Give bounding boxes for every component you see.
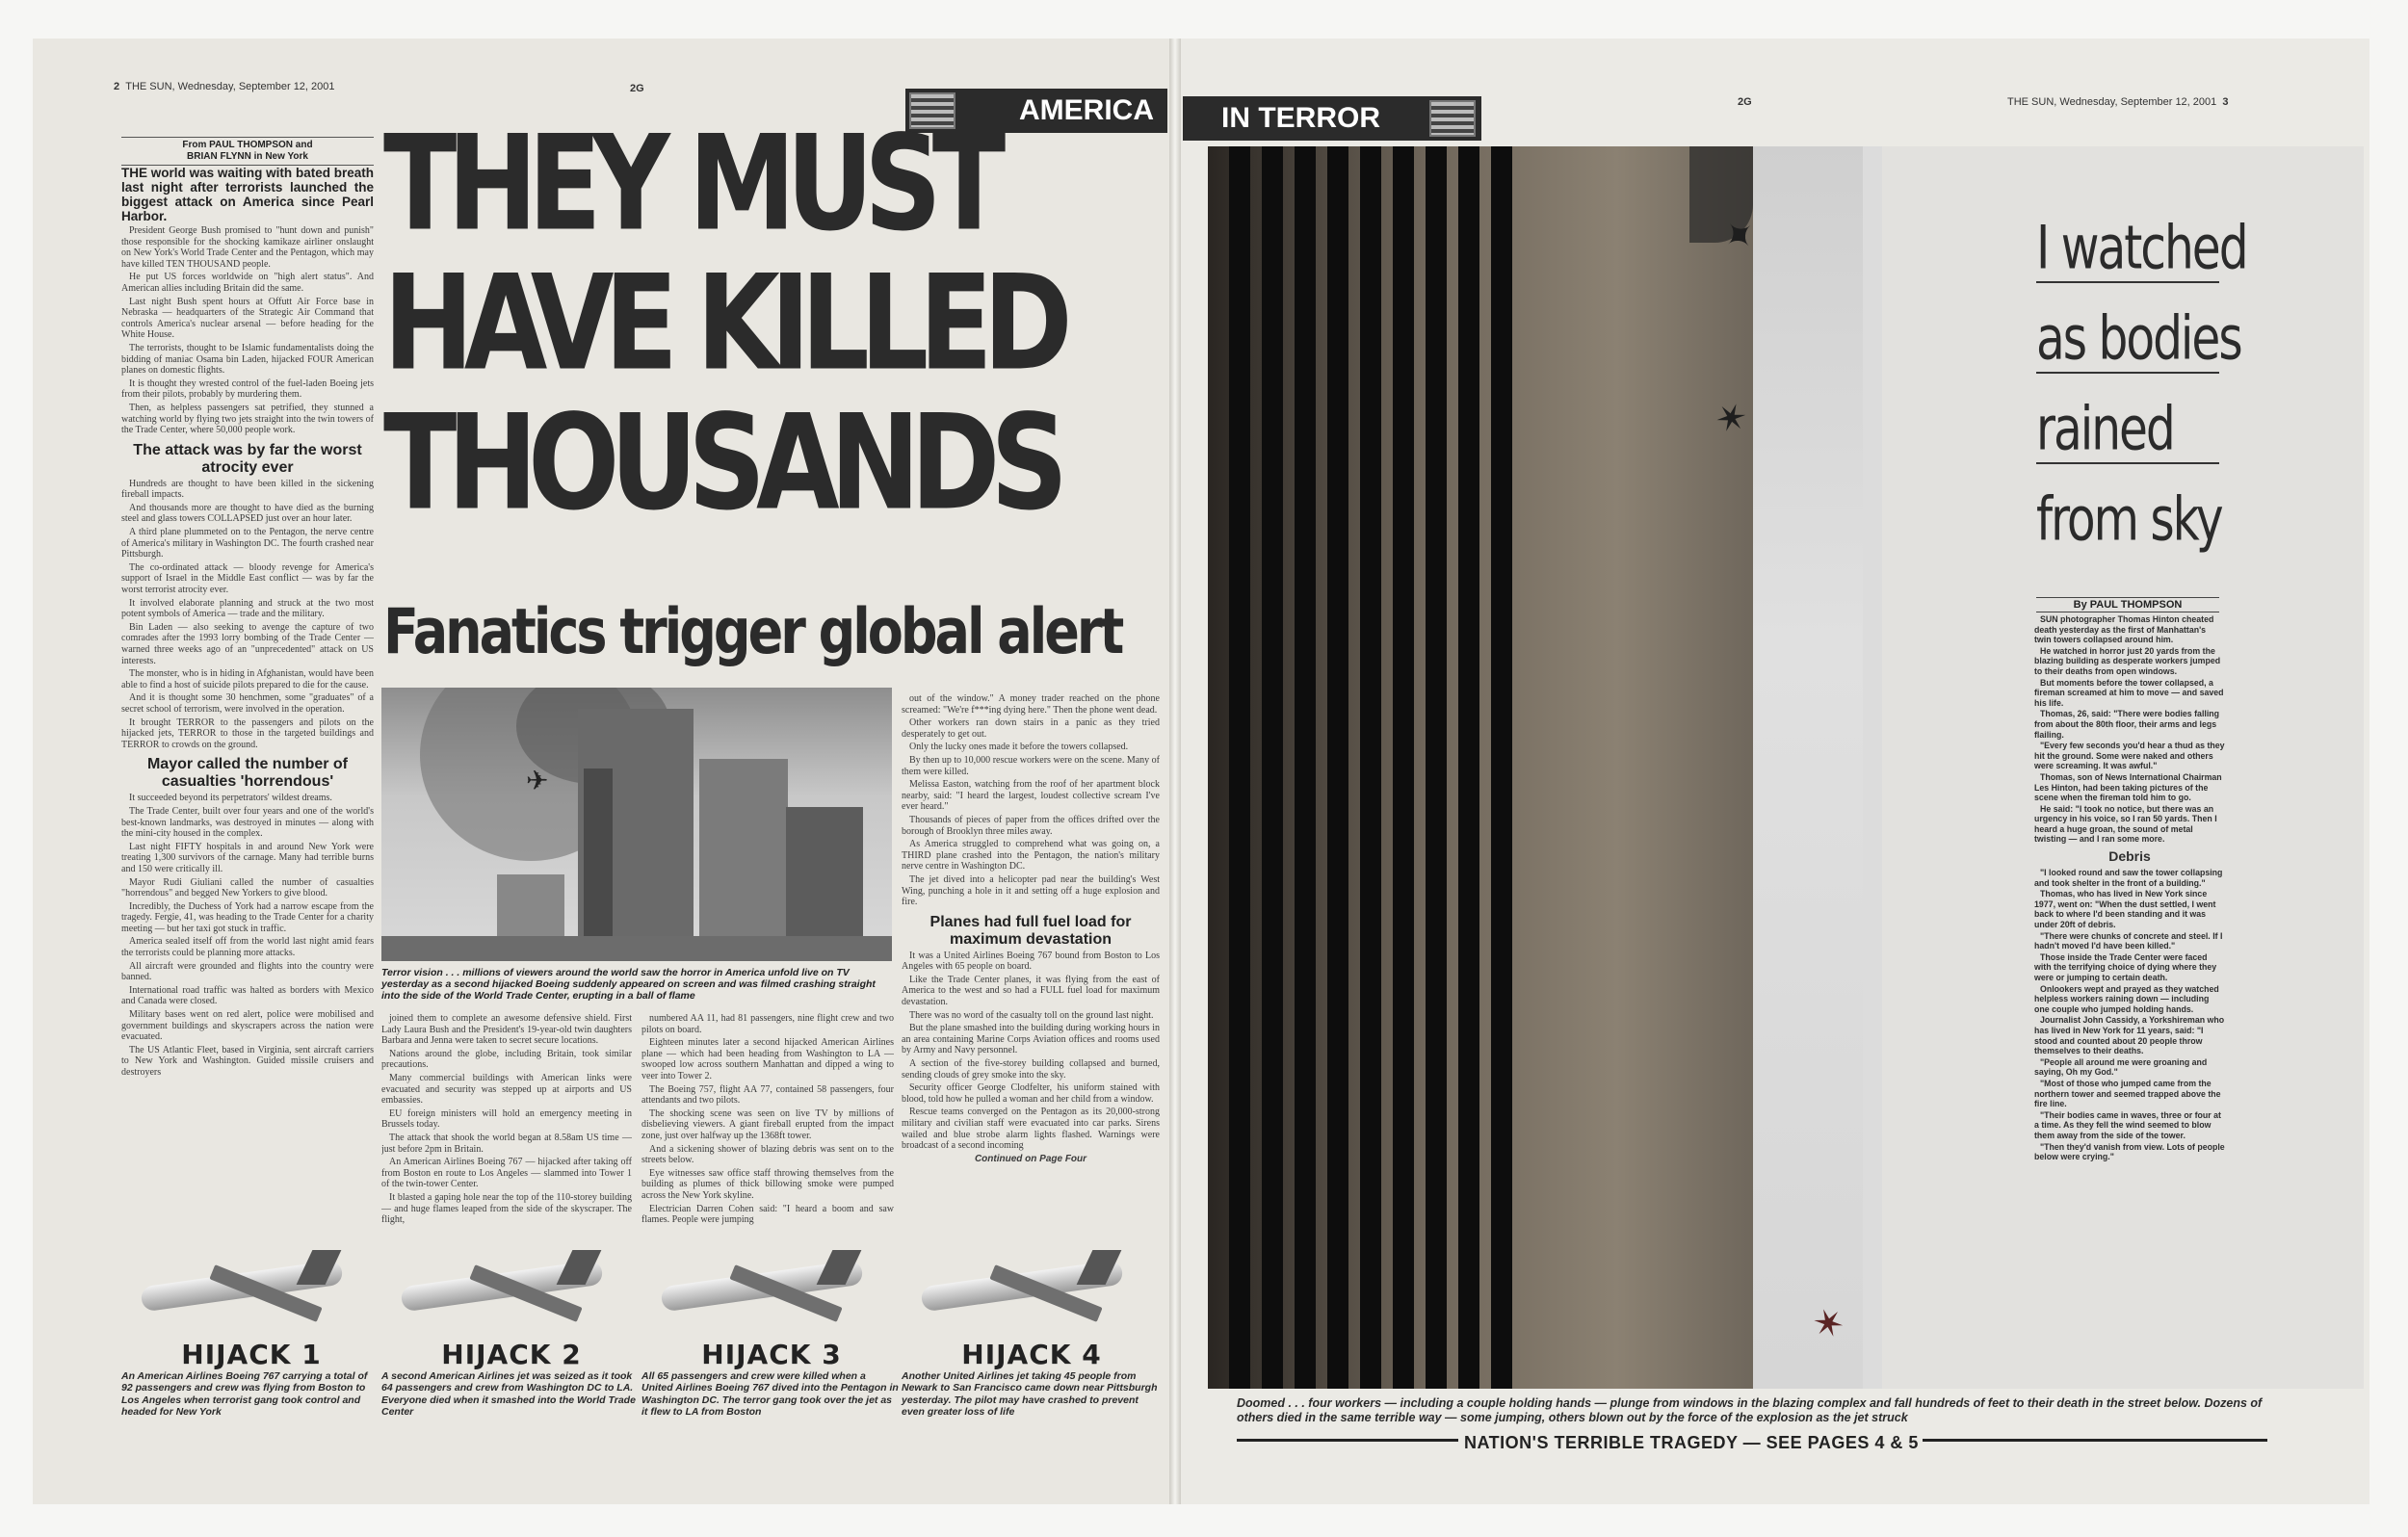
falling-figure: ✦ <box>1714 209 1767 263</box>
article-subhead: Debris <box>2108 848 2151 865</box>
article-paragraph: Like the Trade Center planes, it was flying from the east of America to the west and so had a FULL fuel load for maximum devastation. <box>902 974 1160 1008</box>
article-paragraph: Those inside the Trade Center were faced with the terrifying choice of dying where they were or jumping to certain death. <box>2034 951 2217 982</box>
article-paragraph: It blasted a gaping hole near the top of the 110-storey building — and huge flames leaped from the side of the skyscraper. The flight, <box>381 1191 632 1226</box>
us-flag-icon <box>1429 100 1476 137</box>
right-byline: By PAUL THOMPSON <box>2036 597 2219 612</box>
article-paragraph: Rescue teams converged on the Pentagon as its 20,000-strong military and civilian staff were evacuated into car parks. Sirens wailed and blue strobe alarm lights flashed. Warnings were broadcast of a second incoming <box>902 1107 1160 1152</box>
facade-column <box>1262 146 1283 1389</box>
article-column-2 <box>381 1013 632 1231</box>
article-paragraph: Last night Bush spent hours at Offutt Air Force base in Nebraska — headquarters of the Strategic Air Command that controls America's nuclear arsenal — before heading for the White House. <box>121 296 374 341</box>
article-paragraph: But the plane smashed into the building during working hours in an area containing Marine Corps Aviation offices and rooms used by Army and Navy personnel. <box>902 1023 1160 1056</box>
hijack-2-text: A second American Airlines jet was seized as it took 64 passengers and crew from Washington DC to LA. Everyone died when it smashed into the World Trade Center <box>381 1370 636 1419</box>
airliner-icon <box>902 1233 1152 1337</box>
right-edition: 2G <box>1738 96 1752 108</box>
article-paragraph: The Trade Center, built over four years and one of the world's best-known landmarks, was destroyed in minutes — along with the mini-city housed in the complex. <box>121 805 374 840</box>
airliner-icon <box>381 1233 632 1337</box>
pull-quote <box>2036 212 2247 555</box>
article-paragraph: The US Atlantic Fleet, based in Virginia, sent aircraft carriers to New York and Washington. Guided missile cruisers and destroyers <box>121 1044 374 1078</box>
facade-column <box>1426 146 1447 1389</box>
right-folio-text: THE SUN, Wednesday, September 12, 2001 <box>2007 96 2217 108</box>
headline-line-3: THOUSANDS <box>383 386 1059 540</box>
article-paragraph: It involved elaborate planning and struck at the two most potent symbols of America — trade and the military. <box>121 597 374 620</box>
article-paragraph: THE world was waiting with bated breath last night after terrorists launched the biggest attack on America since Pearl Harbor. <box>121 166 374 223</box>
article-paragraph: The attack that shook the world began at 8.58am US time — just before 2pm in Britain. <box>381 1132 632 1155</box>
hijack-3 <box>641 1233 902 1377</box>
article-paragraph: numbered AA 11, had 81 passengers, nine flight crew and two pilots on board. <box>641 1013 894 1035</box>
left-photo-caption: Terror vision . . . millions of viewers around the world saw the horror in America unfold live on TV yesterday as a second hijacked Boeing suddenly appeared on screen and was filmed crashing straight into the side of the World Trade Center, erupting in a ball of flame <box>381 967 876 1002</box>
second-plane-photo <box>381 688 892 961</box>
banner-in-terror <box>1183 96 1481 141</box>
airliner-icon: ✈ <box>526 766 549 795</box>
article-paragraph: Eye witnesses saw office staff throwing themselves from the building as plumes of thick billowing smoke were pumped across the New York skyline. <box>641 1167 894 1201</box>
hijack-3-text: All 65 passengers and crew were killed when a United Airlines Boeing 767 dived into the Pentagon in Washington DC. The terror gang took over the jet as it flew to LA from Boston <box>641 1370 899 1419</box>
article-paragraph: All aircraft were grounded and flights into the country were banned. <box>121 960 374 983</box>
article-paragraph: It is thought they wrested control of the fuel-laden Boeing jets from their pilots, probably by murdering them. <box>121 378 374 401</box>
airliner-icon <box>121 1233 372 1337</box>
article-paragraph: By then up to 10,000 rescue workers were on the scene. Many of them were killed. <box>902 754 1160 777</box>
article-paragraph: He said: "I took no notice, but there was an urgency in his voice, so I ran 50 yards. Then I heard a huge groan, the sound of metal twisting — and I ran some more. <box>2034 803 2217 845</box>
byline-line-1: From PAUL THOMPSON and <box>182 140 313 150</box>
falling-workers-photo <box>1208 146 1753 1389</box>
hijack-1-title: HIJACK 1 <box>181 1339 322 1370</box>
article-paragraph: out of the window." A money trader reached on the phone screamed: "We're f***ing dying here." Then the phone went dead. <box>902 693 1160 716</box>
article-paragraph: "Then they'd vanish from view. Lots of people below were crying." <box>2034 1141 2225 1162</box>
article-paragraph: He put US forces worldwide on "high alert status". And American allies including Britain did the same. <box>121 272 374 294</box>
article-paragraph: A third plane plummeted on to the Pentagon, the nerve centre of America's military in Washington DC. The fourth crashed near Pittsburgh. <box>121 527 374 560</box>
article-paragraph: Last night FIFTY hospitals in and around New York were treating 1,300 survivors of the carnage. Many had terrible burns and 150 were critically ill. <box>121 841 374 874</box>
facade-column <box>1327 146 1348 1389</box>
article-subhead: Mayor called the number of casualties 'horrendous' <box>146 756 349 791</box>
article-paragraph: Thomas, who has lived in New York since 1977, went on: "When the dust settled, I went back to where I'd been standing and it was under 20ft of debris. <box>2034 889 2216 930</box>
article-paragraph: Thomas, son of News International Chairman Les Hinton, had been taking pictures of the scene when the fireman told him to go. <box>2034 771 2222 803</box>
article-paragraph: "People all around me were groaning and saying, Oh my God." <box>2034 1056 2208 1078</box>
article-paragraph: Thomas, 26, said: "There were bodies falling from about the 80th floor, their arms and legs flailing. <box>2034 709 2220 740</box>
left-folio <box>114 81 335 92</box>
article-paragraph: And thousands more are thought to have died as the burning steel and glass towers COLLAPSED just over an hour later. <box>121 502 374 525</box>
article-paragraph: Security officer George Clodfelter, his uniform stained with blood, told how he pulled a woman and her child from a window. <box>902 1082 1160 1105</box>
article-paragraph: "I looked round and saw the tower collapsing and took shelter in the front of a building." <box>2034 868 2223 888</box>
facade-column <box>1295 146 1316 1389</box>
hijack-1 <box>121 1233 381 1377</box>
article-paragraph: And it is thought some 30 henchmen, some "graduates" of a secret school of terrorism, were involved in the operation. <box>121 692 374 715</box>
hijack-4-title: HIJACK 4 <box>961 1339 1102 1370</box>
article-paragraph: But moments before the tower collapsed, a fireman screamed at him to move — and saved his life. <box>2034 677 2224 708</box>
article-paragraph: America sealed itself off from the world last night amid fears the terrorists could be planning more attacks. <box>121 936 374 959</box>
article-subhead: The attack was by far the worst atrocity ever <box>133 441 362 476</box>
quote-line-1: I watched <box>2036 212 2247 283</box>
hijack-2-title: HIJACK 2 <box>441 1339 582 1370</box>
article-paragraph: Military bases went on red alert, police were mobilised and government buildings and skyscrapers across the nation were evacuated. <box>121 1009 374 1043</box>
hijack-1-text: An American Airlines Boeing 767 carrying a total of 92 passengers and crew was flying from Boston to Los Angeles when terrorist gang took control and headed for New York <box>121 1370 368 1419</box>
right-page-number: 3 <box>2222 96 2229 108</box>
hijack-2 <box>381 1233 641 1377</box>
article-paragraph: Electrician Darren Cohen said: "I heard a boom and saw flames. People were jumping <box>641 1203 894 1226</box>
facade-column <box>1393 146 1414 1389</box>
article-paragraph: International road traffic was halted as borders with Mexico and Canada were closed. <box>121 984 374 1007</box>
article-paragraph: Many commercial buildings with American links were evacuated and security was stepped up at airports and US embassies. <box>381 1072 632 1107</box>
article-paragraph: "Every few seconds you'd hear a thud as they hit the ground. Some were naked and others were screaming. It was awful." <box>2034 741 2225 771</box>
article-column-1 <box>121 166 374 1233</box>
quote-line-2: as bodies <box>2036 302 2241 374</box>
falling-figure: ✶ <box>1806 1298 1852 1350</box>
article-paragraph: An American Airlines Boeing 767 — hijacked after taking off from Boston en route to Los Angeles — slammed into Tower 1 of the twin-tower Center. <box>381 1157 632 1190</box>
right-photo-caption: Doomed . . . four workers — including a couple holding hands — plunge from windows in the blazing complex and fall hundreds of feet to their death in the street below. Dozens of others died in the same terrible way — some jumping, others blown out by the force of the explosion as the jet struck <box>1237 1396 2263 1424</box>
left-byline <box>121 135 374 168</box>
facade-column <box>1458 146 1479 1389</box>
airliner-icon <box>641 1233 892 1337</box>
article-paragraph: "Their bodies came in waves, three or four at a time. As they fell the wind seemed to blow them away from the side of the tower. <box>2034 1109 2221 1140</box>
quote-line-4: from sky <box>2036 483 2222 555</box>
article-paragraph: Thousands of pieces of paper from the offices drifted over the borough of Brooklyn three miles away. <box>902 814 1160 837</box>
article-paragraph: Melissa Easton, watching from the roof of her apartment block nearby, said: "I heard the largest, loudest collective scream I've ever heard." <box>902 779 1160 813</box>
hijack-3-title: HIJACK 3 <box>701 1339 842 1370</box>
quote-line-3: rained <box>2036 393 2174 464</box>
article-paragraph: Bin Laden — also seeking to avenge the capture of two comrades after the 1993 lorry bombing of the Trade Center — warned three weeks ago of an "unprecedented" attack on US interests. <box>121 621 374 666</box>
article-subhead: Planes had full fuel load for maximum devastation <box>929 913 1132 948</box>
headline-line-2: HAVE KILLED <box>383 247 1063 401</box>
right-article-column <box>2034 614 2225 1327</box>
sky-background <box>1708 146 1863 1389</box>
article-paragraph: "Most of those who jumped came from the northern tower and seemed trapped above the fire line. <box>2034 1078 2221 1109</box>
headline-line-1: THEY MUST <box>383 107 997 261</box>
spread-gutter <box>1169 39 1181 1504</box>
facade-column <box>1360 146 1381 1389</box>
article-paragraph: "There were chunks of concrete and steel. If I hadn't moved I'd have been killed." <box>2034 930 2223 951</box>
article-paragraph: Nations around the globe, including Britain, took similar precautions. <box>381 1048 632 1071</box>
hijack-4-text: Another United Airlines jet taking 45 people from Newark to San Francisco came down near Pittsburgh yesterday. The pilot may have crashed to prevent even greater loss of life <box>902 1370 1158 1419</box>
article-paragraph: Onlookers wept and prayed as they watched helpless workers raining down — including one couple who jumped holding hands. <box>2034 983 2219 1014</box>
article-paragraph: It brought TERROR to the passengers and pilots on the hijacked jets, TERROR to those in the targeted buildings and TERROR to crowds on the ground. <box>121 716 374 750</box>
article-paragraph: The jet dived into a helicopter pad near the building's West Wing, punching a hole in it and setting off a huge explosion and fire. <box>902 873 1160 908</box>
article-column-3 <box>641 1013 894 1231</box>
left-edition: 2G <box>630 83 644 94</box>
article-paragraph: The monster, who is in hiding in Afghanistan, would have been able to find a host of suicide pilots prepared to die for the cause. <box>121 668 374 690</box>
byline-line-2: BRIAN FLYNN in New York <box>187 151 308 162</box>
article-paragraph: It succeeded beyond its perpetrators' wildest dreams. <box>129 793 332 804</box>
article-paragraph: The Boeing 757, flight AA 77, contained 58 passengers, four attendants and two pilots. <box>641 1083 894 1107</box>
banner-in-terror-text: IN TERROR <box>1221 102 1380 134</box>
article-paragraph: joined them to complete an awesome defensive shield. First Lady Laura Bush and the President's 19-year-old twin daughters Barbara and Jenna were taken to secret secure locations. <box>381 1013 632 1047</box>
article-paragraph: Mayor Rudi Giuliani called the number of casualties "horrendous" and begged New Yorkers to give blood. <box>121 876 374 899</box>
article-paragraph: Incredibly, the Duchess of York had a narrow escape from the tragedy. Fergie, 41, was heading to the Trade Center for a charity meeting — but her taxi got stuck in traffic. <box>121 900 374 934</box>
right-folio <box>2007 96 2229 108</box>
article-paragraph: As America struggled to comprehend what was going on, a THIRD plane crashed into the Pentagon, the nation's military nerve centre in Washington DC. <box>902 839 1160 873</box>
hijack-4 <box>902 1233 1162 1377</box>
article-paragraph: The shocking scene was seen on live TV by millions of disbelieving viewers. A giant fireball erupted from the impact zone, just over halfway up the 1368ft tower. <box>641 1107 894 1141</box>
article-paragraph: He watched in horror just 20 yards from the blazing building as desperate workers jumped to their deaths from open windows. <box>2034 645 2221 676</box>
article-column-4 <box>902 693 1160 1231</box>
banner-america-text: AMERICA <box>1019 94 1154 126</box>
article-paragraph: Hundreds are thought to have been killed in the sickening fireball impacts. <box>121 478 374 501</box>
article-paragraph: The terrorists, thought to be Islamic fundamentalists doing the bidding of maniac Osama bin Laden, hijacked FOUR American planes on domestic flights. <box>121 342 374 377</box>
cross-reference: NATION'S TERRIBLE TRAGEDY — SEE PAGES 4 & 5 <box>1464 1433 1919 1452</box>
facade-column <box>1229 146 1250 1389</box>
article-paragraph: Then, as helpless passengers sat petrified, they stunned a watching world by flying two jets straight into the twin towers of the Trade Center, where 50,000 people work. <box>121 402 374 436</box>
left-folio-text: THE SUN, Wednesday, September 12, 2001 <box>125 81 335 92</box>
article-paragraph: EU foreign ministers will hold an emergency meeting in Brussels today. <box>381 1107 632 1131</box>
left-page-number: 2 <box>114 81 120 92</box>
article-paragraph: Other workers ran down stairs in a panic as they tried desperately to get out. <box>902 717 1160 740</box>
article-paragraph: SUN photographer Thomas Hinton cheated death yesterday as the first of Manhattan's twin towers collapsed around him. <box>2034 614 2214 645</box>
article-paragraph: And a sickening shower of blazing debris was sent on to the streets below. <box>641 1143 894 1166</box>
article-paragraph: The co-ordinated attack — bloody revenge for America's support of Israel in the Middle East conflict — was by far the worst terrorist atrocity ever. <box>121 561 374 596</box>
article-paragraph: Only the lucky ones made it before the towers collapsed. <box>909 742 1129 753</box>
subheadline: Fanatics trigger global alert <box>383 595 1122 668</box>
article-paragraph: A section of the five-storey building collapsed and burned, sending clouds of grey smoke into the sky. <box>902 1058 1160 1081</box>
article-paragraph: Eighteen minutes later a second hijacked American Airlines plane — which had been heading from Washington to LA — swooped low across southern Manhattan and dipped a wing to veer into Tower 2. <box>641 1037 894 1081</box>
falling-figure: ✶ <box>1708 393 1754 445</box>
article-paragraph: President George Bush promised to "hunt down and punish" those responsible for the shocking kamikaze airliner onslaught on New York's World Trade Center and the Pentagon, which may have killed TEN THOUSAND people. <box>121 225 374 270</box>
facade-column <box>1491 146 1512 1389</box>
article-paragraph: It was a United Airlines Boeing 767 bound from Boston to Los Angeles with 65 people on board. <box>902 950 1160 973</box>
article-paragraph: Journalist John Cassidy, a Yorkshireman who has lived in New York for 11 years, said: "I stood and counted about 20 people throw themselves to their deaths. <box>2034 1015 2225 1056</box>
continued-note: Continued on Page Four <box>974 1153 1087 1164</box>
article-paragraph: There was no word of the casualty toll on the ground last night. <box>909 1009 1154 1021</box>
